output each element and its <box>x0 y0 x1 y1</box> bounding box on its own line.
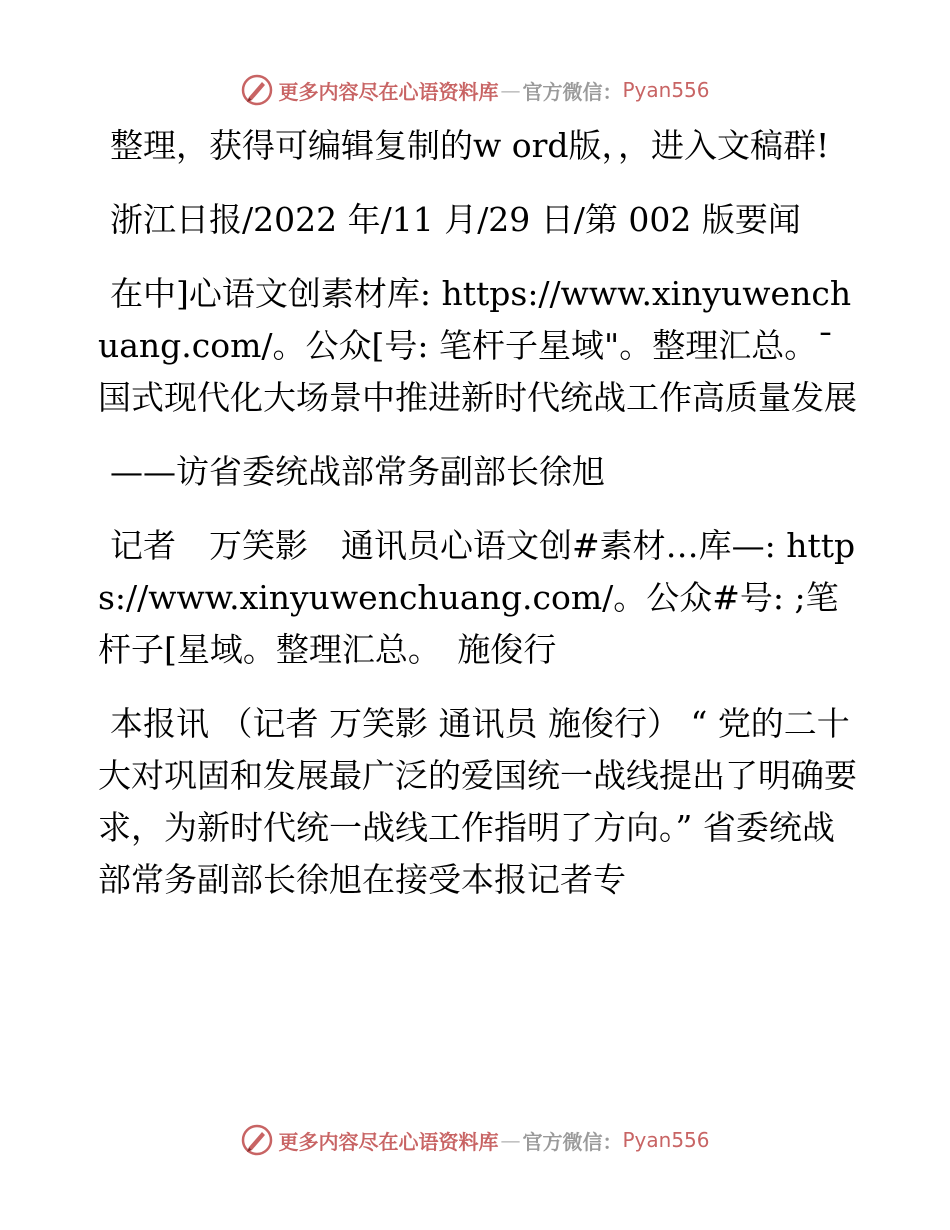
brand-text: 更多内容尽在心语资料库 <box>278 79 499 104</box>
top-watermark-banner <box>0 70 950 110</box>
separator: — <box>500 78 521 102</box>
brand-text: 更多内容尽在心语资料库 <box>278 1129 499 1154</box>
pen-logo-icon <box>240 1123 274 1157</box>
paragraph-body: 本报讯 （记者 万笑影 通讯员 施俊行） “ 党的二十大对巩固和发展最广泛的爱国统一战线提出了明确要求，为新时代统一战线工作指明了方向。” 省委统战部常务副部长徐旭在接受本报记者专 <box>98 704 857 899</box>
official-wechat-label: 官方微信： <box>522 1129 623 1154</box>
separator: — <box>500 1128 521 1152</box>
pen-logo-icon <box>240 73 274 107</box>
paragraph-intro: 整理，获得可编辑复制的w ord版，，进入文稿群! <box>110 126 830 165</box>
official-wechat-label: 官方微信： <box>522 79 623 104</box>
wechat-id: Pyan556 <box>622 78 710 102</box>
wechat-id: Pyan556 <box>622 1128 710 1152</box>
paragraph-subtitle: ——访省委统战部常务副部长徐旭 <box>110 452 605 491</box>
document-body <box>98 120 858 928</box>
paragraph-source: 浙江日报/2022 年/11 月/29 日/第 002 版要闻 <box>110 200 801 239</box>
paragraph-byline: 记者 万笑影 通讯员心语文创#素材…库—: https://www.xinyuwenchuang.com/。公众#号: ;笔杆子[星域。整理汇总。 施俊行 <box>98 526 856 669</box>
paragraph-headline: 在中]心语文创素材库: https://www.xinyuwenchuang.com/。公众[号: 笔杆子星域"。整理汇总。¯国式现代化大场景中推进新时代统战工作高质量发展 <box>98 274 857 417</box>
bottom-watermark-banner <box>0 1120 950 1160</box>
